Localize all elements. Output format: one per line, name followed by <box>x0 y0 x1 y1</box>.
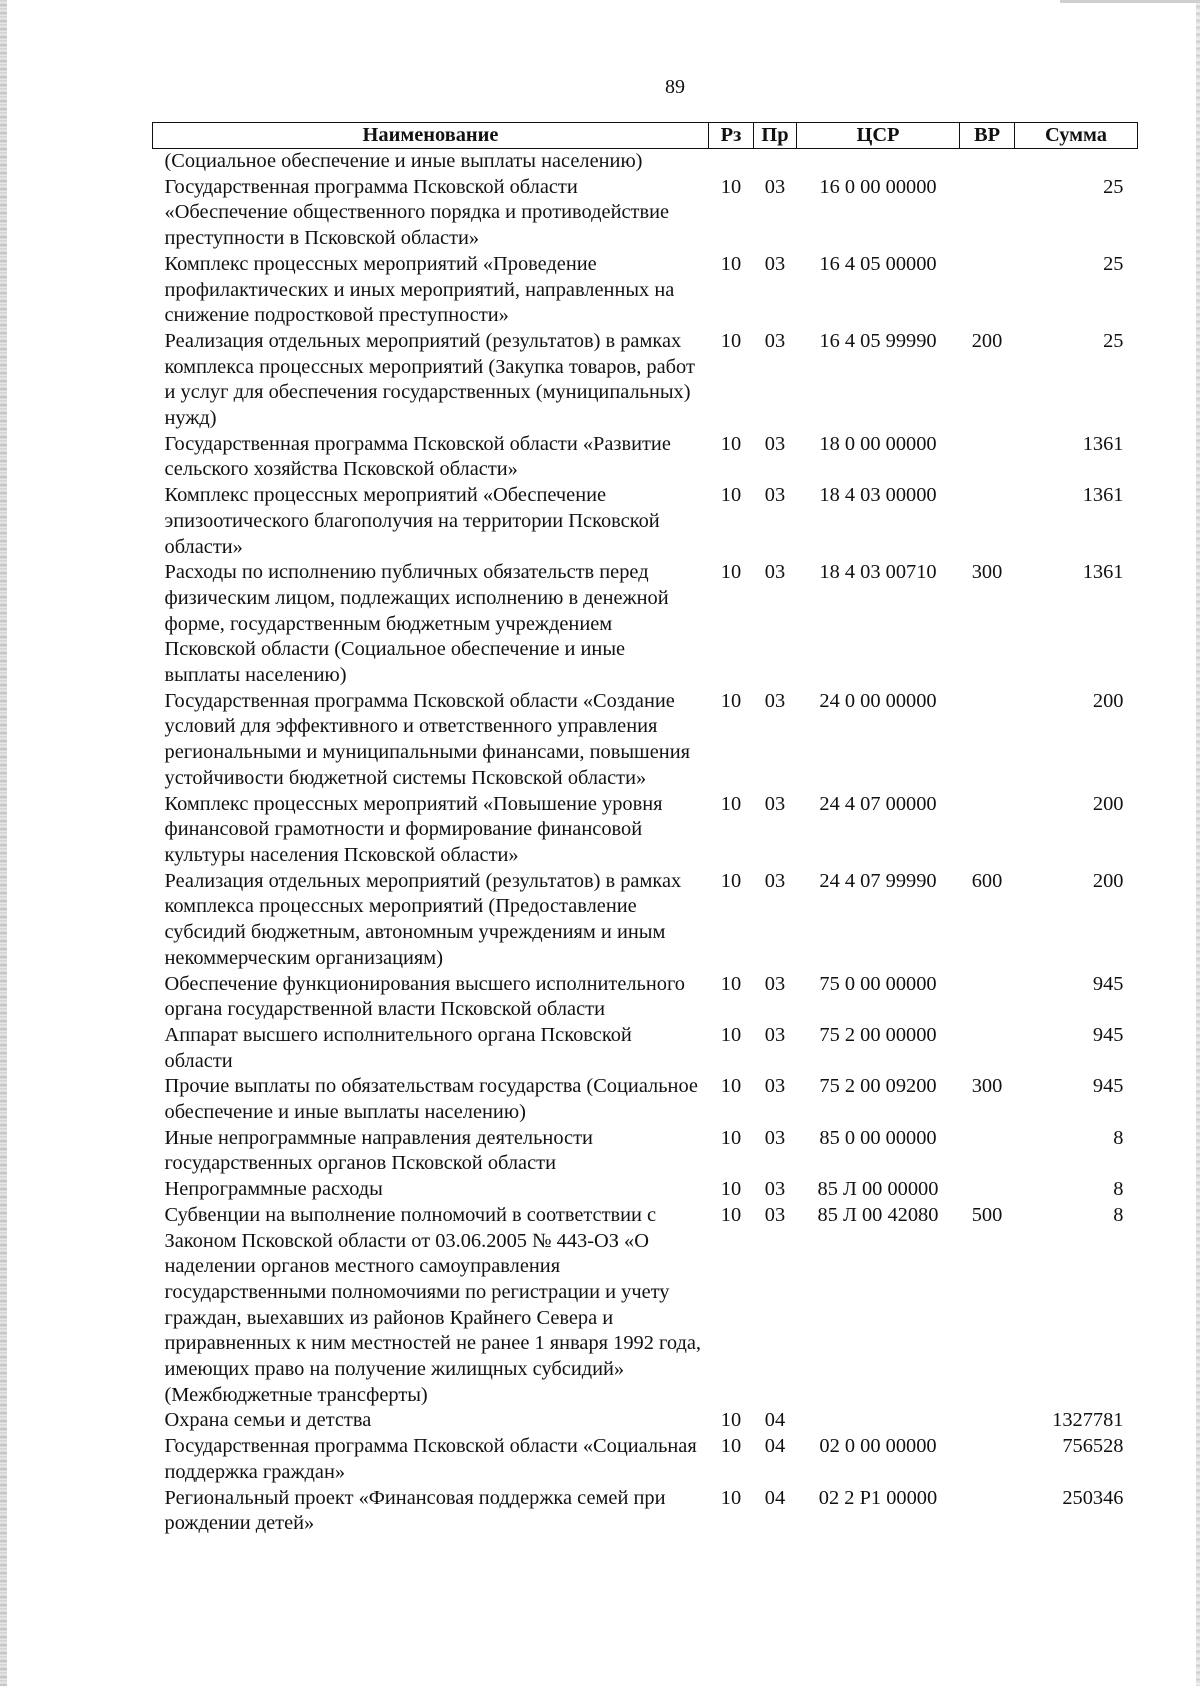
row-rz: 10 <box>720 484 742 507</box>
row-rz: 10 <box>720 1409 742 1432</box>
row-rz: 10 <box>720 432 742 455</box>
table-row <box>153 1203 1138 1409</box>
row-vr <box>960 1177 1015 1203</box>
row-pr: 03 <box>764 432 786 455</box>
row-name: Расходы по исполнению публичных обязательств перед физическим лицом, подлежащих исполнению в денежной форме, государственным бюджетным учреждением Псковской области (Социальное обеспечение и иные выплаты населению) <box>164 561 669 687</box>
row-vr <box>960 1126 1015 1177</box>
row-rz: 10 <box>720 1486 742 1509</box>
row-vr <box>960 483 1015 560</box>
row-csr <box>797 149 960 175</box>
row-name: (Социальное обеспечение и иные выплаты населению) <box>164 150 643 172</box>
header-rz: Рз <box>709 123 754 149</box>
row-sum: 200 <box>1092 689 1124 712</box>
row-rz: 10 <box>720 561 742 584</box>
row-csr: 85 0 00 00000 <box>819 1126 937 1149</box>
row-vr <box>960 149 1015 175</box>
row-csr: 16 0 00 00000 <box>819 175 937 198</box>
table-row <box>153 972 1138 1023</box>
row-name: Реализация отдельных мероприятий (результатов) в рамках комплекса процессных мероприятий (Закупка товаров, работ и услуг для обеспечения государственных (муниципальных) нужд) <box>164 329 695 430</box>
row-sum: 756528 <box>1062 1435 1124 1458</box>
budget-table <box>152 122 1138 1537</box>
row-sum: 945 <box>1092 1023 1124 1046</box>
header-sum: Сумма <box>1015 123 1138 149</box>
row-pr: 04 <box>764 1486 786 1509</box>
row-rz: 10 <box>720 972 742 995</box>
row-vr: 500 <box>971 1203 1003 1226</box>
row-csr: 24 4 07 00000 <box>819 792 937 815</box>
row-csr: 75 0 00 00000 <box>819 972 937 995</box>
row-sum: 8 <box>1113 1126 1124 1149</box>
row-vr <box>960 792 1015 869</box>
table-row <box>153 1177 1138 1203</box>
row-sum: 945 <box>1092 1075 1124 1098</box>
row-pr: 03 <box>764 1023 786 1046</box>
row-vr <box>960 689 1015 792</box>
table-row <box>153 689 1138 792</box>
row-vr <box>960 252 1015 329</box>
row-rz: 10 <box>720 252 742 275</box>
row-csr: 24 4 07 99990 <box>819 869 937 892</box>
row-csr: 85 Л 00 00000 <box>817 1178 939 1201</box>
row-name: Региональный проект «Финансовая поддержка семей при рождении детей» <box>164 1486 666 1535</box>
table-row <box>153 1434 1138 1485</box>
row-rz: 10 <box>720 329 742 352</box>
row-sum: 250346 <box>1062 1486 1124 1509</box>
row-sum: 1361 <box>1082 432 1124 455</box>
row-rz: 10 <box>720 792 742 815</box>
table-row <box>153 252 1138 329</box>
row-name: Охрана семьи и детства <box>164 1409 372 1432</box>
row-csr: 16 4 05 00000 <box>819 252 937 275</box>
budget-sheet <box>152 122 1137 1537</box>
row-name: Прочие выплаты по обязательствам государства (Социальное обеспечение и иные выплаты населению) <box>164 1075 698 1124</box>
table-row <box>153 175 1138 252</box>
row-sum: 200 <box>1092 869 1124 892</box>
row-sum: 8 <box>1113 1178 1124 1201</box>
table-row <box>153 329 1138 432</box>
row-rz: 10 <box>720 1178 742 1201</box>
row-rz: 10 <box>720 689 742 712</box>
row-name: Комплекс процессных мероприятий «Обеспечение эпизоотического благополучия на территории Псковской области» <box>164 484 660 558</box>
row-pr: 03 <box>764 329 786 352</box>
row-name: Комплекс процессных мероприятий «Проведение профилактических и иных мероприятий, направленных на снижение подростковой преступности» <box>164 252 675 327</box>
row-vr <box>960 432 1015 483</box>
row-name: Непрограммные расходы <box>164 1178 383 1201</box>
row-name: Государственная программа Псковской области «Создание условий для эффективного и ответственного управления региональными и муниципальными финансами, повышения устойчивости бюджетной системы Псковской области» <box>164 689 691 789</box>
row-csr: 75 2 00 00000 <box>819 1023 937 1046</box>
table-row <box>153 560 1138 689</box>
row-sum: 25 <box>1103 329 1124 352</box>
row-name: Субвенции на выполнение полномочий в соответствии с Законом Псковской области от 03.06.2005 № 443-ОЗ «О наделении органов местного самоуправления государственными полномочиями по регистрации и учету граждан, выехавших из районов Крайнего Севера и приравненных к ним местностей не ранее 1 января 1992 года, имеющих право на получение жилищных субсидий» (Межбюджетные трансферты) <box>164 1203 702 1406</box>
header-name: Наименование <box>153 123 709 149</box>
row-pr: 03 <box>764 972 786 995</box>
row-rz: 10 <box>720 1075 742 1098</box>
row-rz: 10 <box>720 1023 742 1046</box>
row-vr <box>960 1023 1015 1074</box>
table-body <box>153 149 1138 1537</box>
row-name: Государственная программа Псковской области «Социальная поддержка граждан» <box>164 1435 697 1483</box>
table-row <box>153 1408 1138 1434</box>
row-vr <box>960 1408 1015 1434</box>
row-csr: 18 4 03 00710 <box>819 561 937 584</box>
table-row <box>153 869 1138 972</box>
row-vr: 200 <box>971 329 1003 352</box>
row-sum: 25 <box>1103 175 1124 198</box>
row-pr: 03 <box>764 561 786 584</box>
row-name: Государственная программа Псковской области «Развитие сельского хозяйства Псковской области» <box>164 432 671 481</box>
header-vr: ВР <box>960 123 1015 149</box>
row-sum: 25 <box>1103 252 1124 275</box>
row-pr: 04 <box>764 1435 786 1458</box>
row-pr: 04 <box>764 1409 786 1432</box>
table-row <box>153 1074 1138 1125</box>
row-sum: 8 <box>1113 1203 1124 1226</box>
row-rz: 10 <box>720 1126 742 1149</box>
row-vr <box>960 1434 1015 1485</box>
row-vr <box>960 972 1015 1023</box>
row-vr: 300 <box>971 1075 1003 1098</box>
row-name: Аппарат высшего исполнительного органа Псковской области <box>164 1023 632 1072</box>
table-row <box>153 1126 1138 1177</box>
row-sum: 945 <box>1092 972 1124 995</box>
table-row <box>153 1486 1138 1537</box>
row-pr: 03 <box>764 869 786 892</box>
row-sum: 1361 <box>1082 561 1124 584</box>
row-sum <box>1015 149 1138 175</box>
table-row <box>153 483 1138 560</box>
row-name: Комплекс процессных мероприятий «Повышение уровня финансовой грамотности и формирование финансовой культуры населения Псковской области» <box>164 792 663 866</box>
row-pr: 03 <box>764 484 786 507</box>
row-pr: 03 <box>764 792 786 815</box>
row-vr: 600 <box>971 869 1003 892</box>
scan-edge-right <box>1196 0 1200 1686</box>
row-pr: 03 <box>764 252 786 275</box>
row-pr: 03 <box>764 175 786 198</box>
row-pr: 03 <box>764 1178 786 1201</box>
row-csr: 75 2 00 09200 <box>819 1075 937 1098</box>
row-name: Обеспечение функционирования высшего исполнительного органа государственной власти Псковской области <box>164 972 686 1021</box>
table-header <box>153 123 1138 149</box>
row-rz: 10 <box>720 1203 742 1226</box>
row-pr: 03 <box>764 1126 786 1149</box>
row-csr: 16 4 05 99990 <box>819 329 937 352</box>
scan-edge-top <box>1060 0 1200 3</box>
row-vr: 300 <box>971 561 1003 584</box>
row-csr: 02 2 Р1 00000 <box>818 1486 938 1509</box>
header-pr: Пр <box>754 123 797 149</box>
row-rz: 10 <box>720 175 742 198</box>
table-row <box>153 1023 1138 1074</box>
row-pr <box>754 149 797 175</box>
scan-edge-left <box>0 0 7 1686</box>
page-number: 89 <box>665 76 685 98</box>
row-vr <box>960 1486 1015 1537</box>
table-row <box>153 432 1138 483</box>
row-vr <box>960 175 1015 252</box>
row-name: Реализация отдельных мероприятий (результатов) в рамках комплекса процессных мероприятий (Предоставление субсидий бюджетным, автономным учреждениям и иным некоммерческим организациям) <box>164 869 682 969</box>
row-sum: 1327781 <box>1052 1409 1124 1432</box>
row-csr: 18 0 00 00000 <box>819 432 937 455</box>
table-row <box>153 792 1138 869</box>
row-sum: 1361 <box>1082 484 1124 507</box>
row-name: Иные непрограммные направления деятельности государственных органов Псковской области <box>164 1126 593 1175</box>
table-row <box>153 149 1138 175</box>
row-rz: 10 <box>720 1435 742 1458</box>
row-csr: 02 0 00 00000 <box>819 1435 937 1458</box>
row-sum: 200 <box>1092 792 1124 815</box>
row-csr: 18 4 03 00000 <box>819 484 937 507</box>
row-csr: 85 Л 00 42080 <box>817 1203 939 1226</box>
row-pr: 03 <box>764 1075 786 1098</box>
row-pr: 03 <box>764 1203 786 1226</box>
row-csr: 24 0 00 00000 <box>819 689 937 712</box>
row-rz: 10 <box>720 869 742 892</box>
row-rz <box>709 149 754 175</box>
row-name: Государственная программа Псковской области «Обеспечение общественного порядка и противодействие преступности в Псковской области» <box>164 175 670 250</box>
row-pr: 03 <box>764 689 786 712</box>
header-csr: ЦСР <box>797 123 960 149</box>
row-csr <box>797 1408 960 1434</box>
